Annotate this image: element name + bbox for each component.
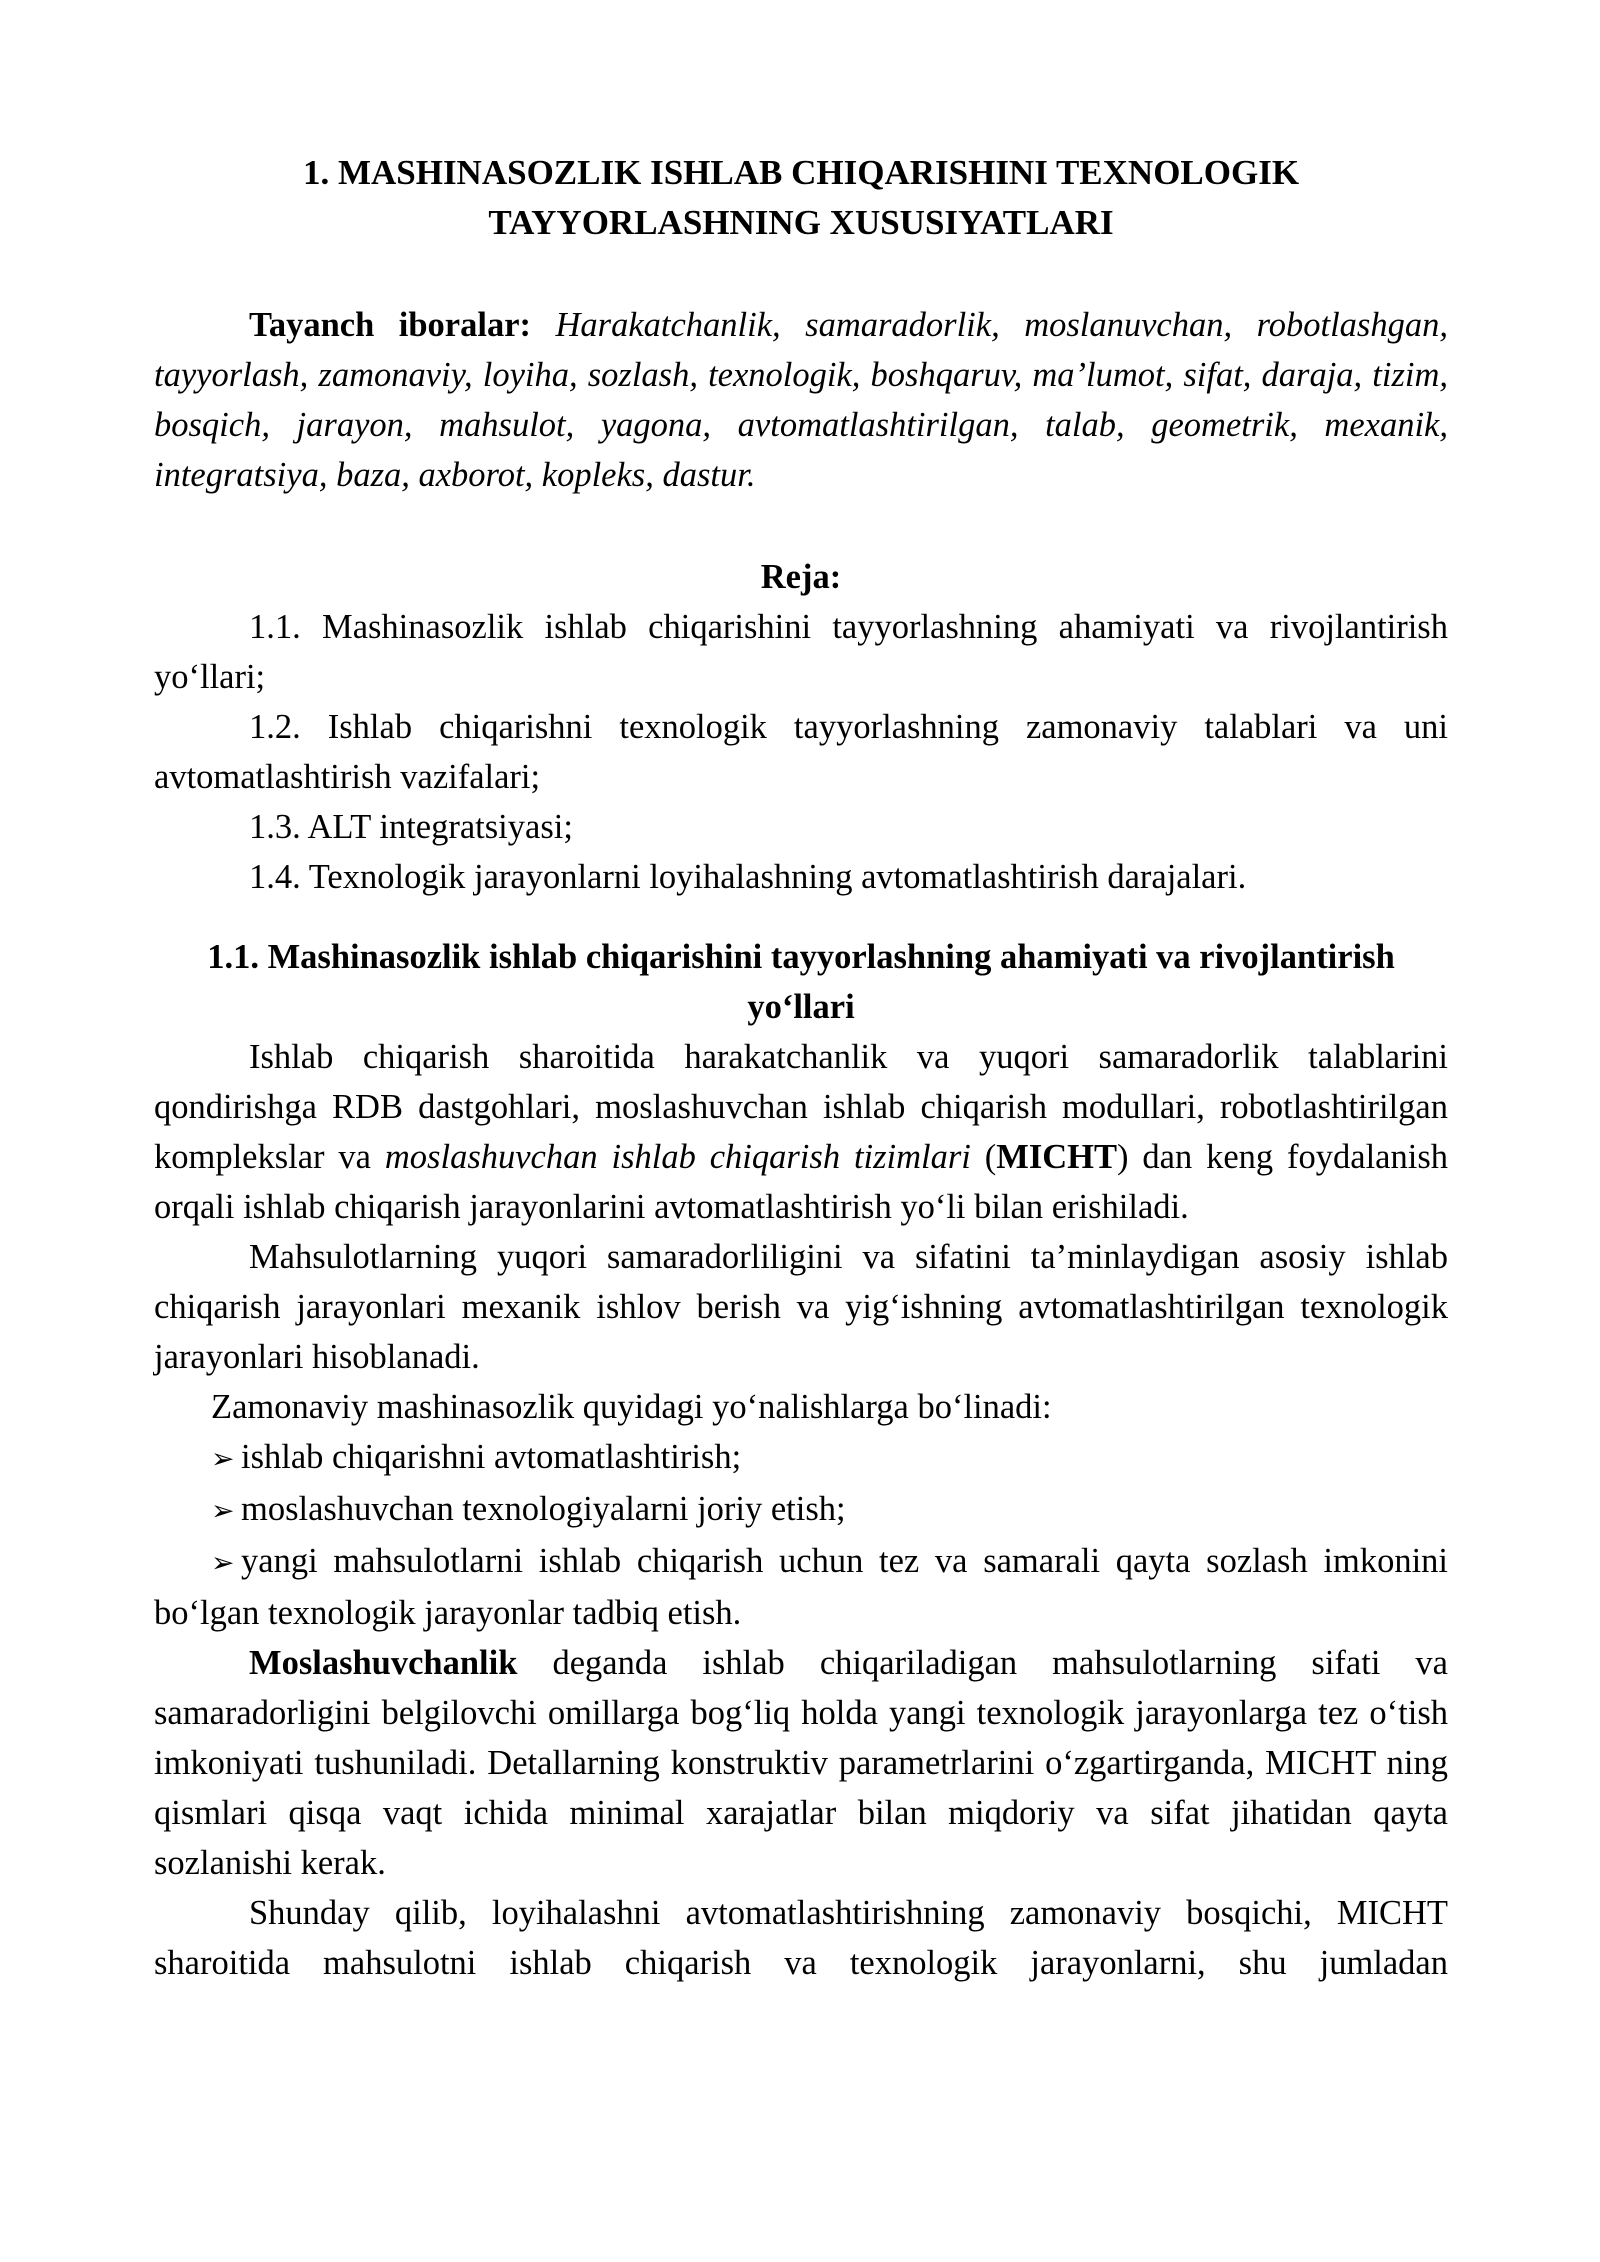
keywords-list: Harakatchanlik, samaradorlik, moslanuvchan, robotlashgan, tayyorlash, zamonaviy, loyiha, sozlash, texnologik, boshqaruv, ma’lumot, sifat, daraja, tizim, bosqich, jarayon, mahsulot, yagona, avtomatlashtirilgan, talab, geometrik, mexanik, integratsiya, baza, axborot, kopleks, dastur.	[154, 306, 1448, 494]
body-paragraph: Mahsulotlarning yuqori samaradorliligini va sifatini ta’minlaydigan asosiy ishlab chiqarish jarayonlari mexanik ishlov berish va yig‘ishning avtomatlashtirilgan texnologik jarayonlari hisoblanadi.	[154, 1238, 1448, 1376]
body-paragraph: Ishlab chiqarish sharoitida harakatchanlik va yuqori samaradorlik talablarini qondirishga RDB dastgohlari, moslashuvchan ishlab chiqarish modullari, robotlashtirilgan komplekslar va moslashuvchan ishlab chiqarish tizimlari (MICHT) dan keng foydalanish orqali ishlab chiqarish jarayonlarini avtomatlashtirish yo‘li bilan erishiladi.	[154, 1038, 1449, 1226]
body-paragraph: Zamonaviy mashinasozlik quyidagi yo‘nalishlarga bo‘linadi:	[211, 1388, 1052, 1426]
plan-item: 1.4. Texnologik jarayonlarni loyihalashning avtomatlashtirish darajalari.	[249, 858, 1247, 896]
chapter-title-line1: 1. MASHINASOZLIK ISHLAB CHIQARISHINI TEXNOLOGIK	[302, 153, 1300, 192]
body-paragraph: Shunday qilib, loyihalashni avtomatlashtirishning zamonaviy bosqichi, MICHT sharoitida mahsulotni ishlab chiqarish va texnologik jarayonlarni, shu jumladan	[154, 1894, 1448, 1982]
bold-term: Moslashuvchanlik	[249, 1644, 518, 1682]
plan-heading: Reja:	[760, 558, 842, 596]
chapter-title-line2: TAYYORLASHNING XUSUSIYATLARI	[488, 203, 1114, 242]
plan-item: 1.3. ALT integratsiyasi;	[249, 808, 573, 846]
arrow-bullet-icon: ➢	[211, 1546, 235, 1579]
italic-term: moslashuvchan ishlab chiqarish tizimlari	[384, 1138, 971, 1176]
bold-term: MICHT	[996, 1138, 1118, 1176]
keywords-paragraph	[154, 300, 1448, 500]
bullet-item: ➢ moslashuvchan texnologiyalarni joriy etish;	[154, 1484, 1448, 1536]
document-content	[154, 148, 1448, 1988]
bullet-item: ➢ yangi mahsulotlarni ishlab chiqarish uchun tez va samarali qayta sozlash imkonini bo‘lgan texnologik jarayonlar tadbiq etish.	[154, 1536, 1448, 1638]
arrow-bullet-icon: ➢	[211, 1494, 235, 1527]
section-heading: 1.1. Mashinasozlik ishlab chiqarishini tayyorlashning ahamiyati va rivojlantirish yo‘llari	[207, 938, 1395, 1026]
plan-item: 1.1. Mashinasozlik ishlab chiqarishini tayyorlashning ahamiyati va rivojlantirish yo‘llari;	[154, 608, 1448, 696]
bullet-item: ➢ ishlab chiqarishni avtomatlashtirish;	[154, 1432, 1448, 1484]
arrow-bullet-icon: ➢	[211, 1442, 235, 1475]
plan-item: 1.2. Ishlab chiqarishni texnologik tayyorlashning zamonaviy talablari va uni avtomatlashtirish vazifalari;	[154, 708, 1448, 796]
body-paragraph: Moslashuvchanlik deganda ishlab chiqariladigan mahsulotlarning sifati va samaradorligini belgilovchi omillarga bog‘liq holda yangi texnologik jarayonlarga tez o‘tish imkoniyati tushuniladi. Detallarning konstruktiv parametrlarini o‘zgartirganda, MICHT ning qismlari qisqa vaqt ichida minimal xarajatlar bilan miqdoriy va sifat jihatidan qayta sozlanishi kerak.	[154, 1644, 1448, 1882]
keywords-label: Tayanch iboralar:	[249, 306, 531, 344]
